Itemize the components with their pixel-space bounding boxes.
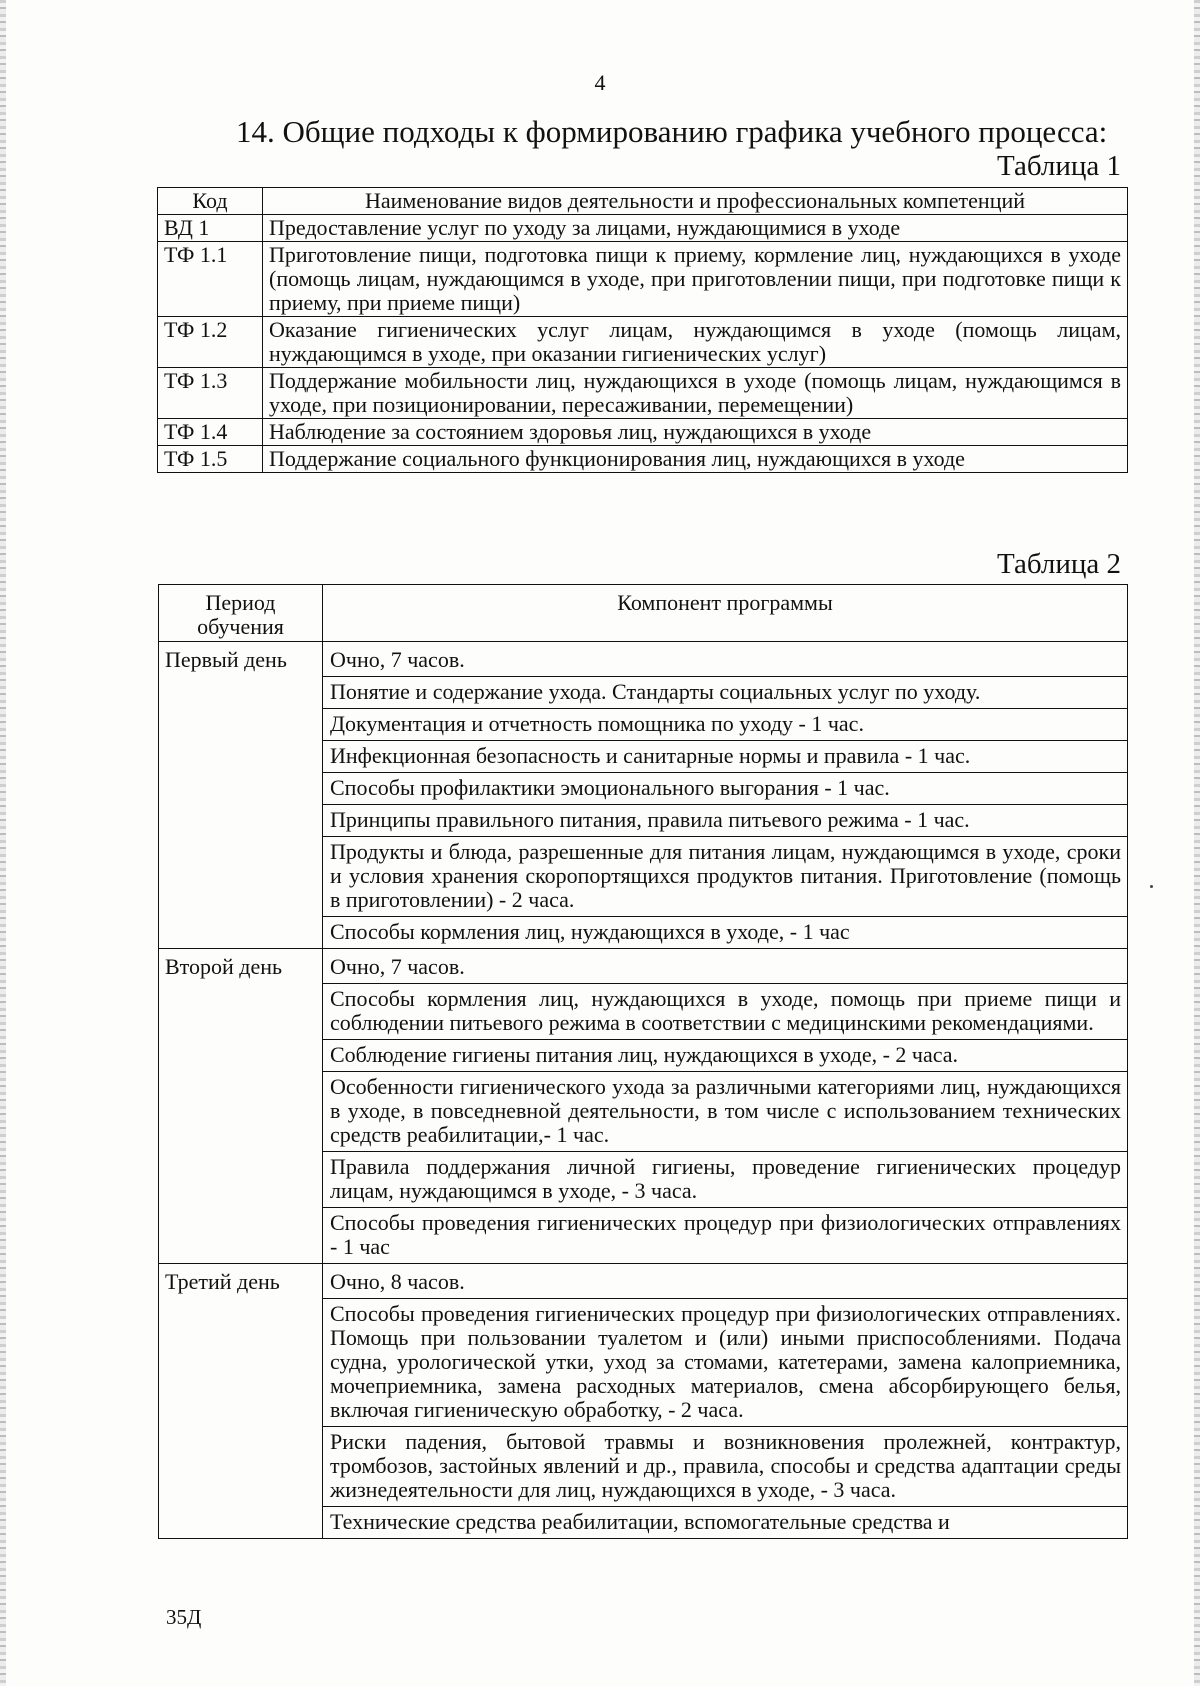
period-cell: Второй день xyxy=(159,949,323,1264)
row-text: Предоставление услуг по уходу за лицами, нуждающимися в уходе xyxy=(263,215,1128,242)
period-cell: Первый день xyxy=(159,642,323,949)
component-item: Правила поддержания личной гигиены, проведение гигиенических процедур лицам, нуждающимся в уходе, - 3 часа. xyxy=(323,1151,1127,1207)
row-code: ТФ 1.1 xyxy=(158,242,263,317)
row-text: Поддержание мобильности лиц, нуждающихся в уходе (помощь лицам, нуждающимся в уходе, при позиционировании, пересаживании, перемещении) xyxy=(263,368,1128,419)
component-item: Особенности гигиенического ухода за различными категориями лиц, нуждающихся в уходе, в повседневной деятельности, в том числе с использованием технических средств реабилитации,- 1 час. xyxy=(323,1071,1127,1151)
row-text: Приготовление пищи, подготовка пищи к приему, кормление лиц, нуждающихся в уходе (помощь лицам, нуждающимся в уходе, при приготовлении пищи, при подготовке пищи к приему, при приеме пищи) xyxy=(263,242,1128,317)
column-header-component: Компонент программы xyxy=(323,585,1128,642)
footer-code: 35Д xyxy=(166,1605,202,1629)
component-item: Соблюдение гигиены питания лиц, нуждающихся в уходе, - 2 часа. xyxy=(323,1039,1127,1071)
scan-edge-left xyxy=(0,0,6,1686)
row-text: Поддержание социального функционирования лиц, нуждающихся в уходе xyxy=(263,446,1128,473)
component-item: Способы проведения гигиенических процедур при физиологических отправлениях. Помощь при пользовании туалетом и (или) иными приспособлениями. Подача судна, урологической утки, уход за стомами, катетерами, замена калоприемника, мочеприемника, замена расходных материалов, смена абсорбирующего белья, включая гигиеническую обработку, - 2 часа. xyxy=(323,1298,1127,1426)
component-item: Очно, 7 часов. xyxy=(330,954,465,979)
row-code: ТФ 1.3 xyxy=(158,368,263,419)
table1-caption: Таблица 1 xyxy=(996,150,1121,182)
row-code: ВД 1 xyxy=(158,215,263,242)
column-header-code: Код xyxy=(158,188,263,215)
schedule-table xyxy=(158,584,1128,1539)
component-item: Способы кормления лиц, нуждающихся в уходе, помощь при приеме пищи и соблюдении питьевого режима в соответствии с медицинскими рекомендациями. xyxy=(323,983,1127,1039)
section-heading: 14. Общие подходы к формированию графика учебного процесса: xyxy=(236,114,1108,149)
row-text: Оказание гигиенических услуг лицам, нуждающимся в уходе (помощь лицам, нуждающимся в уходе, при оказании гигиенических услуг) xyxy=(263,317,1128,368)
component-item: Инфекционная безопасность и санитарные нормы и правила - 1 час. xyxy=(323,740,1127,772)
table-header-row xyxy=(158,188,1128,215)
component-item: Технические средства реабилитации, вспомогательные средства и xyxy=(323,1506,1127,1538)
table-row xyxy=(158,368,1128,419)
component-item: Продукты и блюда, разрешенные для питания лицам, нуждающимся в уходе, сроки и условия хранения скоропортящихся продуктов питания. Приготовление (помощь в приготовлении) - 2 часа. xyxy=(323,836,1127,916)
component-cell xyxy=(323,1264,1128,1539)
row-code: ТФ 1.2 xyxy=(158,317,263,368)
table-row xyxy=(159,949,1128,1264)
table-row xyxy=(159,642,1128,949)
table-row xyxy=(158,419,1128,446)
table-row xyxy=(158,446,1128,473)
component-item: Документация и отчетность помощника по уходу - 1 час. xyxy=(323,708,1127,740)
column-header-name: Наименование видов деятельности и профессиональных компетенций xyxy=(263,188,1128,215)
component-item: Принципы правильного питания, правила питьевого режима - 1 час. xyxy=(323,804,1127,836)
page-number: 4 xyxy=(594,70,606,95)
table2-caption: Таблица 2 xyxy=(996,548,1121,580)
period-cell: Третий день xyxy=(159,1264,323,1539)
component-item: Очно, 8 часов. xyxy=(330,1269,465,1294)
component-item: Способы кормления лиц, нуждающихся в уходе, - 1 час xyxy=(323,916,1127,948)
table-row xyxy=(159,1264,1128,1539)
scan-edge-right xyxy=(1194,0,1200,1686)
component-cell xyxy=(323,949,1128,1264)
row-text: Наблюдение за состоянием здоровья лиц, нуждающихся в уходе xyxy=(263,419,1128,446)
table-header-row xyxy=(159,585,1128,642)
component-item: Способы профилактики эмоционального выгорания - 1 час. xyxy=(323,772,1127,804)
component-item: Очно, 7 часов. xyxy=(330,647,465,672)
component-item: Понятие и содержание ухода. Стандарты социальных услуг по уходу. xyxy=(323,676,1127,708)
row-code: ТФ 1.5 xyxy=(158,446,263,473)
table-row xyxy=(158,317,1128,368)
component-cell xyxy=(323,642,1128,949)
component-item: Риски падения, бытовой травмы и возникновения пролежней, контрактур, тромбозов, застойных явлений и др., правила, способы и средства адаптации среды жизнедеятельности для лиц, нуждающихся в уходе, - 3 часа. xyxy=(323,1426,1127,1506)
scan-speck xyxy=(1150,885,1153,888)
table-row xyxy=(158,215,1128,242)
column-header-period: Период обучения xyxy=(159,585,323,642)
component-item: Способы проведения гигиенических процедур при физиологических отправлениях - 1 час xyxy=(323,1207,1127,1263)
row-code: ТФ 1.4 xyxy=(158,419,263,446)
table-row xyxy=(158,242,1128,317)
competencies-table xyxy=(157,187,1128,473)
